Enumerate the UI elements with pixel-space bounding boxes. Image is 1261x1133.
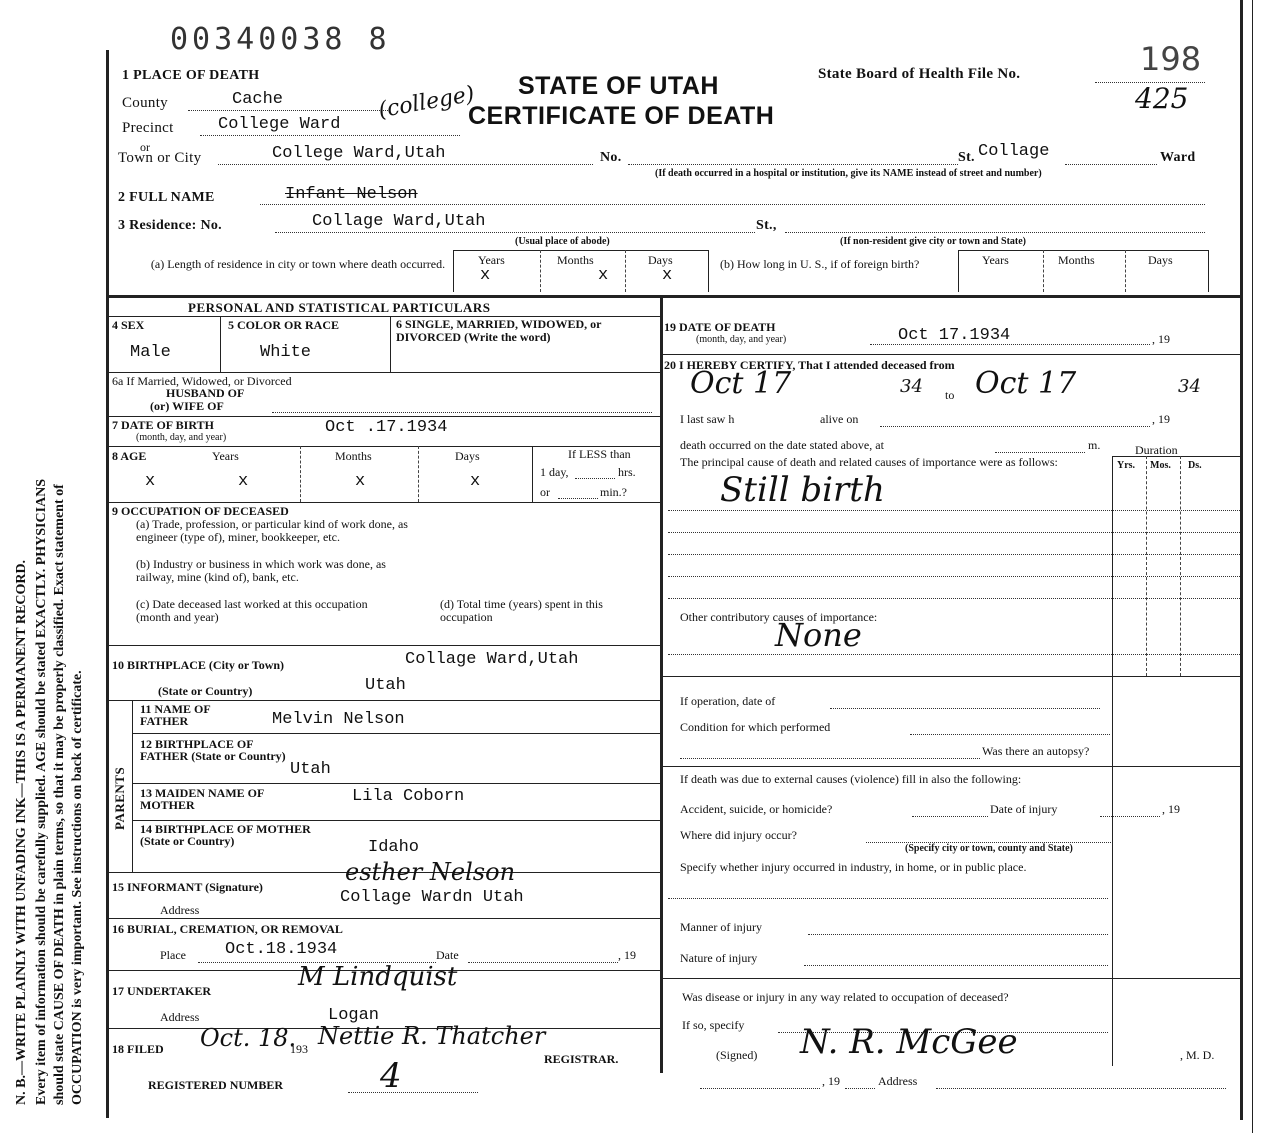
less-day: 1 day, <box>540 465 569 479</box>
ds-header: Ds. <box>1188 460 1202 471</box>
form-left-border <box>106 50 109 1118</box>
color-value: White <box>260 343 312 362</box>
town-label: Town or City <box>118 150 202 166</box>
dod-value: Oct 17.1934 <box>898 326 1011 345</box>
nonresident-note: (If non-resident give city or town and State) <box>840 236 1027 247</box>
hospital-note: (If death occurred in a hospital or institution, give its NAME instead of street and number) <box>655 168 1042 179</box>
father-birthplace-value: Utah <box>290 760 331 779</box>
age-months-header: Months <box>335 449 372 463</box>
age-label: 8 AGE <box>112 449 147 463</box>
mother-birthplace-label: 14 BIRTHPLACE OF MOTHER (State or Country) <box>140 822 311 848</box>
mos-header: Mos. <box>1150 460 1171 471</box>
burial-place-value: Oct.18.1934 <box>225 940 338 959</box>
certificate-title: CERTIFICATE OF DEATH <box>468 102 775 130</box>
dod-year: , 19 <box>1152 332 1170 346</box>
informant-signature: esther Nelson <box>345 858 516 886</box>
res-years-header: Years <box>478 253 505 267</box>
side-note-1: N. B.—WRITE PLAINLY WITH UNFADING INK—THIS IS A PERMANENT RECORD. <box>14 559 29 1105</box>
undertaker-address-label: Address <box>160 1010 200 1024</box>
manner-label: Manner of injury <box>680 920 762 934</box>
precinct-label: Precinct <box>122 120 174 136</box>
occupation-label: 9 OCCUPATION OF DECEASED <box>112 504 289 518</box>
foreign-months-header: Months <box>1058 253 1095 267</box>
spouse-label-b: HUSBAND OF <box>166 386 245 400</box>
father-label: 11 NAME OF FATHER <box>140 702 211 728</box>
spouse-label-c: (or) WIFE OF <box>150 399 224 413</box>
external-label: If death was due to external causes (violence) fill in also the following: <box>680 772 1022 786</box>
physician-signature: N. R. McGee <box>800 1022 1018 1062</box>
father-value: Melvin Nelson <box>272 710 405 729</box>
burial-date-label: Date <box>436 948 459 962</box>
age-days-value: x <box>470 472 481 491</box>
county-label: County <box>122 95 168 111</box>
less-hrs: hrs. <box>618 465 636 479</box>
county-value: Cache <box>232 90 284 109</box>
specify-label: If so, specify <box>682 1018 745 1032</box>
attended-to-year: 34 <box>1178 376 1201 397</box>
last-saw-label: I last saw h <box>680 412 735 426</box>
undertaker-signature: M Lindquist <box>298 962 458 992</box>
res-days-header: Days <box>648 253 673 267</box>
usual-note: (Usual place of abode) <box>515 236 610 247</box>
marital-label: 6 SINGLE, MARRIED, WIDOWED, or DIVORCED (Write the word) <box>396 317 602 344</box>
injury-date-label: Date of injury <box>990 802 1058 816</box>
alive-on-label: alive on <box>820 412 859 426</box>
file-number-2: 425 <box>1135 82 1189 115</box>
side-note-3: should state CAUSE OF DEATH in plain terms, so that it may be properly classified. Exact statement of <box>52 484 67 1105</box>
file-label: State Board of Health File No. <box>818 66 1021 82</box>
bottom-year: , 19 <box>822 1074 840 1088</box>
serial-number: 00340038 8 <box>170 22 391 57</box>
age-days-header: Days <box>455 449 480 463</box>
undertaker-address: Logan <box>328 1006 380 1025</box>
dod-label: 19 DATE OF DEATH <box>664 320 776 334</box>
state-value: Utah <box>365 676 406 695</box>
precinct-value: College Ward <box>218 115 341 134</box>
res-days-value: x <box>662 266 673 285</box>
st-value: Collage <box>978 142 1050 161</box>
signed-label: (Signed) <box>716 1048 758 1062</box>
sex-value: Male <box>130 343 171 362</box>
age-years-header: Years <box>212 449 239 463</box>
informant-label: 15 INFORMANT (Signature) <box>112 880 263 894</box>
place-heading: 1 PLACE OF DEATH <box>122 68 260 83</box>
residence-value: Collage Ward,Utah <box>312 212 486 231</box>
dob-sub: (month, day, and year) <box>136 432 227 443</box>
mother-birthplace-value: Idaho <box>368 838 420 857</box>
full-name-value: Infant Nelson <box>285 185 418 204</box>
mother-label: 13 MAIDEN NAME OF MOTHER <box>140 786 264 812</box>
res-months-header: Months <box>557 253 594 267</box>
cause-label: The principal cause of death and related causes of importance were as follows: <box>680 455 1058 469</box>
town-value: College Ward,Utah <box>272 144 446 163</box>
mother-value: Lila Coborn <box>352 787 465 806</box>
burial-year: , 19 <box>618 948 636 962</box>
foreign-label: (b) How long in U. S., if of foreign birth? <box>720 257 920 271</box>
birthplace-value: Collage Ward,Utah <box>405 650 579 669</box>
registrar-label: REGISTRAR. <box>544 1052 619 1066</box>
informant-address-label: Address <box>160 903 200 917</box>
foreign-days-header: Days <box>1148 253 1173 267</box>
registered-number: 4 <box>380 1056 402 1096</box>
form-right-border <box>1240 0 1243 1120</box>
autopsy-label: Was there an autopsy? <box>982 744 1090 758</box>
filed-label: 18 FILED <box>112 1042 164 1056</box>
color-label: 5 COLOR OR RACE <box>228 318 340 332</box>
related-label: Was disease or injury in any way related to occupation of deceased? <box>682 990 1009 1004</box>
to-label: to <box>945 388 955 402</box>
nature-label: Nature of injury <box>680 951 758 965</box>
registered-number-label: REGISTERED NUMBER <box>148 1078 284 1092</box>
less-min: min.? <box>600 485 627 499</box>
occupation-b: (b) Industry or business in which work was done, as railway, mine (kind of), bank, etc. <box>136 557 386 584</box>
occurred-label: death occurred on the date stated above, at <box>680 438 884 452</box>
accident-label: Accident, suicide, or homicide? <box>680 802 833 816</box>
age-months-value: x <box>355 472 366 491</box>
duration-header: Duration <box>1135 443 1178 457</box>
attended-from-date: Oct 17 <box>690 366 792 401</box>
other-causes-label: Other contributory causes of importance: <box>680 610 878 624</box>
side-note-4: OCCUPATION is very important. See instructions on back of certificate. <box>70 670 85 1105</box>
no-label: No. <box>600 150 622 165</box>
personal-heading: PERSONAL AND STATISTICAL PARTICULARS <box>188 300 491 315</box>
precinct-note: (college) <box>376 81 477 124</box>
side-note-2: Every item of information should be carefully supplied. AGE should be stated EXACTLY. PHYSICIANS <box>34 478 49 1105</box>
last-saw-year: , 19 <box>1152 412 1170 426</box>
st-label: St. <box>958 150 975 165</box>
ward-label: Ward <box>1160 150 1196 165</box>
parents-label: PARENTS <box>112 766 127 830</box>
dob-label: 7 DATE OF BIRTH <box>112 418 214 432</box>
informant-address: Collage Wardn Utah <box>340 888 524 907</box>
state-label: (State or Country) <box>158 684 253 698</box>
filed-year: 193 <box>290 1042 308 1056</box>
page-edge <box>1252 0 1253 1133</box>
where-label: Where did injury occur? <box>680 828 797 842</box>
attended-to-date: Oct 17 <box>975 366 1077 401</box>
yrs-header: Yrs. <box>1117 460 1136 471</box>
m-label: m. <box>1088 438 1101 452</box>
file-number: 198 <box>1140 40 1202 78</box>
condition-label: Condition for which performed <box>680 720 831 734</box>
column-divider <box>660 298 663 1073</box>
birthplace-label: 10 BIRTHPLACE (City or Town) <box>112 658 285 672</box>
filed-date: Oct. 18. <box>200 1024 297 1052</box>
bottom-address-label: Address <box>878 1074 918 1088</box>
less-or: or <box>540 485 550 499</box>
length-label: (a) Length of residence in city or town where death occurred. <box>150 257 446 271</box>
less-label: If LESS than <box>568 447 631 461</box>
certify-label: 20 I HEREBY CERTIFY, That I attended deceased from <box>664 358 955 372</box>
state-title: STATE OF UTAH <box>518 72 719 100</box>
operation-label: If operation, date of <box>680 694 776 708</box>
other-causes-value: None <box>775 616 862 654</box>
burial-label: 16 BURIAL, CREMATION, OR REMOVAL <box>112 922 343 936</box>
cause-value: Still birth <box>720 470 885 510</box>
occupation-c: (c) Date deceased last worked at this occupation (month and year) <box>136 597 368 624</box>
undertaker-label: 17 UNDERTAKER <box>112 984 212 998</box>
foreign-years-header: Years <box>982 253 1009 267</box>
sex-label: 4 SEX <box>112 318 145 332</box>
industry-label: Specify whether injury occurred in industry, in home, or in public place. <box>680 860 1027 874</box>
injury-year: , 19 <box>1162 802 1180 816</box>
dob-value: Oct .17.1934 <box>325 418 448 437</box>
occupation-a: (a) Trade, profession, or particular kind of work done, as engineer (type of), miner, bookkeeper, etc. <box>136 517 408 544</box>
age-years-value-2: x <box>238 472 249 491</box>
father-birthplace-label: 12 BIRTHPLACE OF FATHER (State or Country) <box>140 737 286 763</box>
dod-sub: (month, day, and year) <box>696 334 787 345</box>
town-or: or <box>140 140 150 154</box>
res-years-value: x <box>480 266 491 285</box>
age-years-value: x <box>145 472 156 491</box>
burial-place-label: Place <box>160 948 186 962</box>
md-label: , M. D. <box>1180 1048 1215 1062</box>
residence-st-label: St., <box>756 218 777 233</box>
spouse-label-a: 6a If Married, Widowed, or Divorced <box>112 374 292 388</box>
specify-city-note: (Specify city or town, county and State) <box>905 843 1073 854</box>
attended-from-year: 34 <box>900 376 923 397</box>
residence-label: 3 Residence: No. <box>118 218 222 233</box>
full-name-label: 2 FULL NAME <box>118 190 215 205</box>
occupation-d: (d) Total time (years) spent in this occupation <box>440 597 603 624</box>
res-months-value: x <box>598 266 609 285</box>
registrar-signature: Nettie R. Thatcher <box>318 1022 546 1050</box>
